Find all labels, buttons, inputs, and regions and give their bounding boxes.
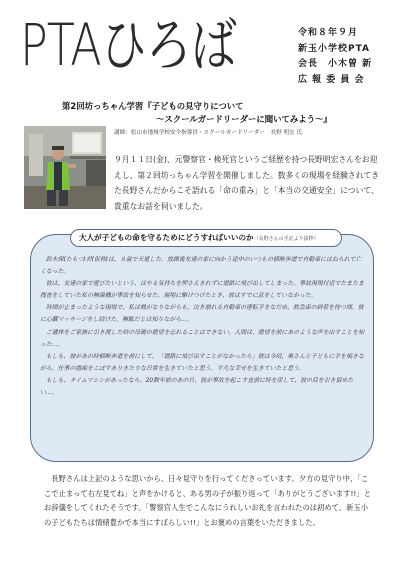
lecture-photo [24, 126, 106, 209]
article-intro: ９月１１日(金)、元警察官・検死官というご経歴を持つ長野明宏さんをお迎えし、第２回坊っちゃん学習を開催しました。数多くの現場を経験されてきた長野さんだからこそ語れる「命の重み」と「本当の交通安全」について、貴重なお話を伺いました。 [114, 155, 380, 211]
article-title: 第2回坊っちゃん学習『子どもの見守りについて [62, 101, 244, 111]
issue-info [298, 26, 398, 88]
story-paragraph: 彼は、友達の家で遊びたいという、はやる気持ちを押さえきれずに道路に飛び出してしまった。事故現場付近でたまたま捜査をしていた私の無線機が事故を知らせた。現場に駆けつけたとき、彼はすでに息をしていなかった。 [40, 281, 364, 300]
story-paragraph: もしも、彼があの時横断歩道を前にして、「道路に飛び出すことがなかったら」彼は今頃、奥さんと子どもに手を焼きながら、仕事の愚痴をこぼすありきたりな日常を生きていたと思う。平凡な幸せを生きていたと思う。 [40, 353, 364, 372]
article-heading [62, 100, 392, 126]
lecture-photo-image [24, 126, 106, 209]
lecturer-credit: 講師：松山市地域学校安全指導員・スクールガードリーダー 長野 明宏 氏 [114, 130, 303, 136]
closing-paragraph: 長野さんは上記のような思いから、日々見守りを行ってくださっています。夕方の見守り中、「ここで止まって右左見てね」と声をかけると、ある男の子が振り返って「ありがとうございます!!」とお辞儀をしてくれたそうです。「警察官人生でこんなにうれしいお礼を言われたのは初めて。新玉小の子どもたちは情緒豊かで本当にすばらしい!!」とお褒めの言葉をいただきました。 [44, 474, 371, 527]
story-box-note: （長野さんの手記より抜粋） [253, 236, 319, 242]
article-subtitle: ～スクールガードリーダーに聞いてみよう～』 [156, 114, 332, 124]
story-paragraph: もしも、タイムマシンがあったなら、20数年前のあの日、彼が事故を起こす直前に時を戻して、彼の肩を引き留めたい…。 [40, 377, 354, 397]
school-name: 新玉小学校PTA [298, 43, 371, 54]
story-box-text [40, 254, 366, 399]
story-paragraph: ご遺体をご家族に引き渡した時の母親の絶望を忘れることはできない。人間は、絶望を前にあのような声を出すことを知った…。 [40, 329, 364, 348]
newsletter-title: PTAひろば [20, 11, 236, 79]
pta-chair: 会長 小木曽 新 [298, 59, 373, 69]
story-paragraph: 鈴木保(たもつ)君(仮称)は、８歳で天逝した。放課後友達の家に向かう途中のいつもの横断歩道で自動車にはねられて亡くなった。 [40, 257, 362, 276]
issue-date: 令和８年９月 [298, 28, 359, 38]
story-box-title: 大人が子どもの命を守るためにどうすればいいのか（長野さんの手記より抜粋） [70, 229, 342, 247]
story-paragraph: 時間が止まったような現場で、私は喉がなりながらも、泣き崩れる自動車の運転手をなだめ、救急車の到着を待つ間、彼に心臓マッサージをし続けた。無駄だとは知りながら…。 [40, 305, 364, 324]
editorial-committee: 広 報 委 員 会 [298, 74, 365, 85]
